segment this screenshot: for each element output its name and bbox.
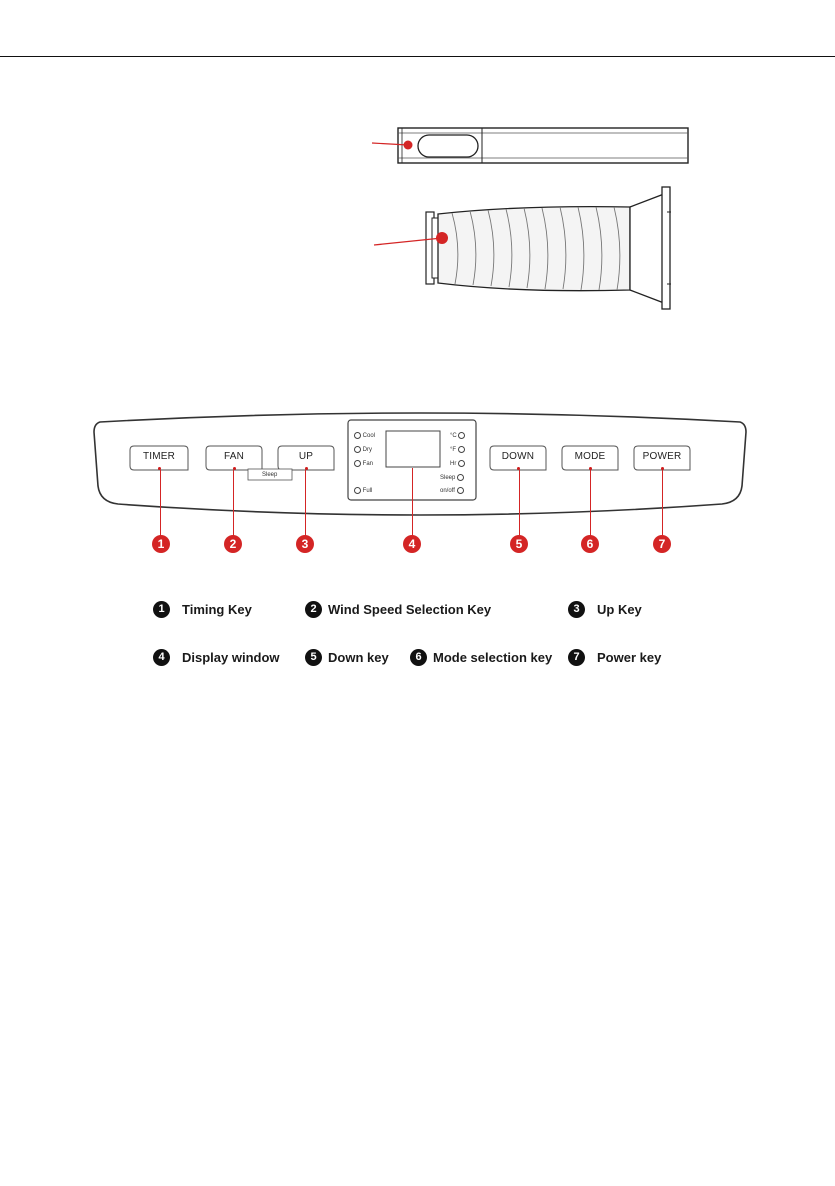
timer-key[interactable] [130, 446, 188, 468]
indicator-full: Full [354, 487, 372, 494]
legend-badge: 4 [153, 649, 170, 666]
fan-key[interactable] [206, 446, 262, 468]
marker-stem-6 [590, 470, 591, 536]
marker-3: 3 [296, 535, 314, 553]
legend-text: Up Key [597, 601, 642, 617]
power-key[interactable] [634, 446, 690, 468]
indicator-fahrenheit: °F [450, 446, 465, 453]
legend-badge: 3 [568, 601, 585, 618]
window-slider-pointer [372, 141, 413, 150]
indicator-hour: Hr [450, 460, 465, 467]
led-icon [457, 487, 464, 494]
legend-badge: 5 [305, 649, 322, 666]
legend-badge: 6 [410, 649, 427, 666]
marker-stem-3 [305, 470, 306, 536]
marker-4: 4 [403, 535, 421, 553]
accessory-illustrations [0, 0, 835, 320]
legend-item-2 [305, 600, 491, 618]
indicator-cool: Cool [354, 432, 375, 439]
legend-text: Power key [597, 649, 662, 665]
timer-key-label: TIMER [142, 451, 176, 462]
legend-item-1 [153, 600, 252, 618]
legend-badge: 1 [153, 601, 170, 618]
marker-1: 1 [152, 535, 170, 553]
led-icon [354, 446, 361, 453]
up-key-label: UP [298, 451, 314, 462]
mode-key-label: MODE [574, 451, 606, 462]
up-key[interactable] [278, 446, 334, 468]
window-slider-drawing [398, 128, 688, 163]
legend-text: Display window [182, 649, 280, 665]
indicator-onoff: on/off [440, 487, 464, 494]
legend-item-3 [568, 600, 642, 618]
exhaust-hose-drawing [426, 187, 671, 309]
marker-stem-2 [233, 470, 234, 536]
legend-text: Wind Speed Selection Key [328, 601, 492, 617]
led-icon [457, 474, 464, 481]
led-icon [458, 432, 465, 439]
marker-stem-7 [662, 470, 663, 536]
down-key[interactable] [490, 446, 546, 468]
sleep-label: Sleep [262, 472, 278, 478]
legend-item-5 [305, 648, 389, 666]
fan-key-label: FAN [223, 451, 245, 462]
marker-6: 6 [581, 535, 599, 553]
led-icon [354, 460, 361, 467]
indicator-dry: Dry [354, 446, 372, 453]
marker-5: 5 [510, 535, 528, 553]
down-key-label: DOWN [501, 451, 535, 462]
led-icon [354, 487, 361, 494]
legend-item-6 [410, 648, 552, 666]
mode-key[interactable] [562, 446, 618, 468]
power-key-label: POWER [642, 451, 682, 462]
led-icon [458, 446, 465, 453]
legend-text: Down key [328, 649, 389, 665]
led-icon [458, 460, 465, 467]
indicator-celsius: °C [450, 432, 465, 439]
marker-2: 2 [224, 535, 242, 553]
legend-item-7 [568, 648, 661, 666]
marker-7: 7 [653, 535, 671, 553]
legend-badge: 7 [568, 649, 585, 666]
indicator-fan: Fan [354, 460, 373, 467]
legend-text: Mode selection key [433, 649, 553, 665]
marker-stem-1 [160, 470, 161, 536]
led-icon [354, 432, 361, 439]
legend-item-4 [153, 648, 280, 666]
legend-badge: 2 [305, 601, 322, 618]
legend-text: Timing Key [182, 601, 252, 617]
marker-stem-5 [519, 470, 520, 536]
marker-stem-4 [412, 468, 413, 536]
indicator-sleep: Sleep [440, 474, 464, 481]
